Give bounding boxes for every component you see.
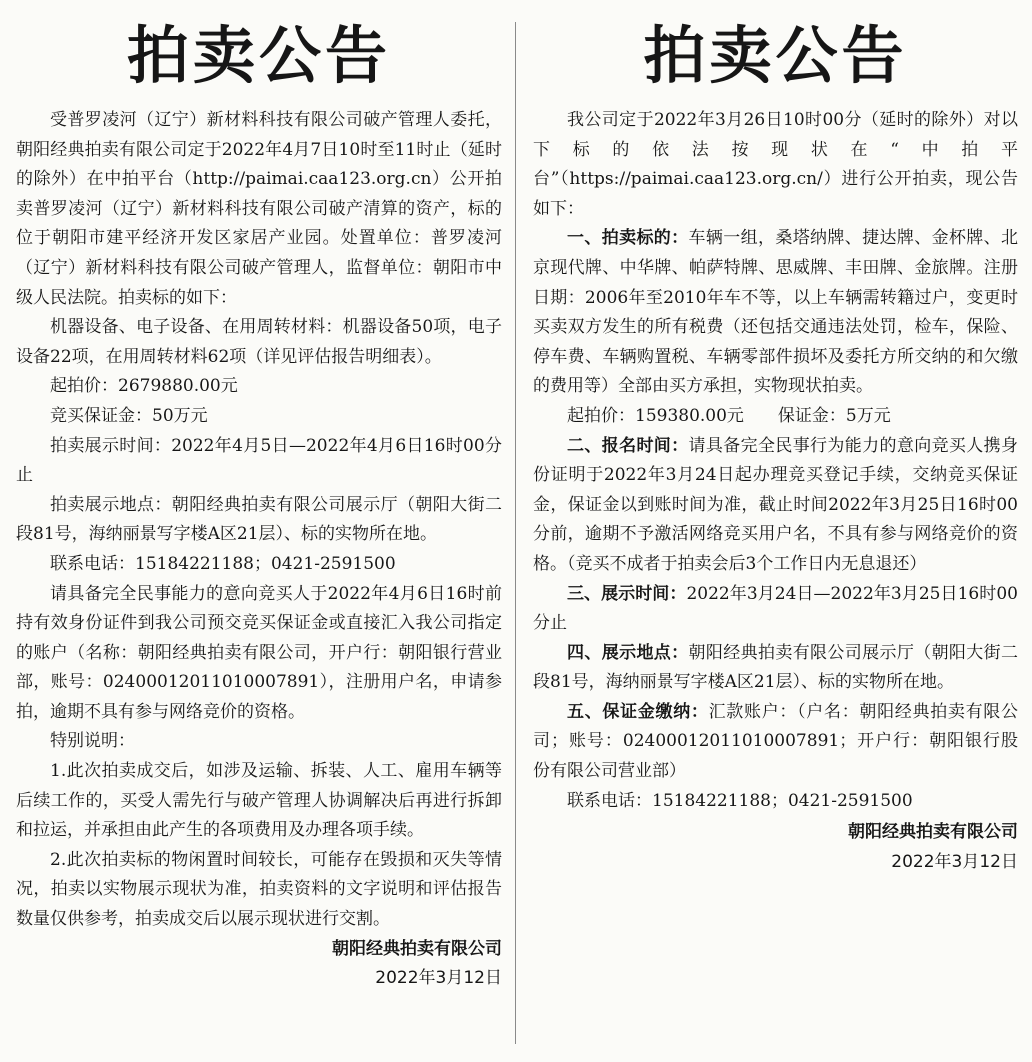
right-price-line: 起拍价：159380.00元 保证金：5万元	[567, 405, 891, 426]
right-company: 朝阳经典拍卖有限公司	[848, 822, 1018, 843]
left-note-2: 2.此次拍卖标的物闲置时间较长，可能存在毁损和灭失等情况，拍卖以实物展示现状为准，拍卖资料的文字说明和评估报告数量仅供参考，拍卖成交后以展示现状进行交割。	[16, 849, 502, 930]
left-phone: 联系电话：15184221188；0421-2591500	[50, 553, 396, 574]
left-display-place: 拍卖展示地点：朝阳经典拍卖有限公司展示厅（朝阳大街二段81号，海纳丽景写字楼A区21层）、标的实物所在地。	[16, 494, 502, 545]
section-2-label: 二、报名时间：	[567, 435, 689, 456]
right-date: 2022年3月12日	[891, 851, 1018, 872]
left-register: 请具备完全民事能力的意向竞买人于2022年4月6日16时前持有效身份证件到我公司预交竞买保证金或直接汇入我公司指定的账户（名称：朝阳经典拍卖有限公司，开户行：朝阳银行营业部，账号：02400012011010007891），注册用户名，申请参拍，逾期不具有参与网络竞价的资格。	[16, 583, 502, 722]
section-4-text: 朝阳经典拍卖有限公司展示厅（朝阳大街二段81号，海纳丽景写字楼A区21层）、标的实物所在地。	[533, 642, 1019, 693]
section-3-text: 2022年3月24日—2022年3月25日16时00分止	[533, 583, 1018, 634]
left-date: 2022年3月12日	[375, 968, 502, 989]
left-intro: 受普罗凌河（辽宁）新材料科技有限公司破产管理人委托，朝阳经典拍卖有限公司定于2022年4月7日10时至11时止（延时的除外）在中拍平台（http://paimai.caa123.org.cn）公开拍卖普罗凌河（辽宁）新材料科技有限公司破产清算的资产，标的位于朝阳市建平经济开发区家居产业园。处置单位：普罗凌河（辽宁）新材料科技有限公司破产管理人，监督单位：朝阳市中级人民法院。拍卖标的如下：	[16, 110, 502, 308]
column-divider	[515, 22, 516, 1044]
section-5-text: 汇款账户：（户名：朝阳经典拍卖有限公司；账号：02400012011010007891；开户行：朝阳银行股份有限公司营业部）	[533, 701, 1019, 782]
section-4-label: 四、展示地点：	[567, 642, 689, 663]
right-section-2	[533, 432, 1018, 580]
section-1-text: 车辆一组，桑塔纳牌、捷达牌、金杯牌、北京现代牌、中华牌、帕萨特牌、思威牌、丰田牌、金旅牌。注册日期：2006年至2010年车不等，以上车辆需转籍过户，变更时买卖双方发生的所有税费（还包括交通违法处罚，检车，保险、停车费、车辆购置税、车辆零部件损坏及委托方所交纳的和欠缴的费用等）全部由买方承担，实物现状拍卖。	[533, 228, 1019, 397]
left-note-heading: 特别说明：	[50, 731, 135, 752]
left-note-1: 1.此次拍卖成交后，如涉及运输、拆装、人工、雇用车辆等后续工作的，买受人需先行与破产管理人协调解决后再进行拆卸和拉运，并承担由此产生的各项费用及办理各项手续。	[16, 761, 502, 841]
right-section-3	[533, 580, 1018, 639]
right-section-5	[533, 698, 1018, 787]
left-start-price: 起拍价：2679880.00元	[50, 376, 238, 397]
section-5-label: 五、保证金缴纳：	[567, 701, 709, 722]
right-body	[533, 106, 1018, 816]
left-display-time: 拍卖展示时间：2022年4月5日—2022年4月6日16时00分止	[16, 435, 502, 486]
right-section-1	[533, 224, 1018, 402]
right-intro: 我公司定于2022年3月26日10时00分（延时的除外）对以下标的依法按现状在“中拍平台”（https://paimai.caa123.org.cn/）进行公开拍卖，现公告如下：	[533, 110, 1018, 219]
right-section-4	[533, 639, 1018, 698]
right-title: 拍卖公告	[643, 19, 908, 92]
right-notice	[517, 0, 1032, 1062]
left-deposit: 竞买保证金：50万元	[50, 405, 208, 426]
section-3-label: 三、展示时间：	[567, 583, 687, 604]
section-1-label: 一、拍卖标的：	[567, 228, 689, 249]
right-phone: 联系电话：15184221188；0421-2591500	[567, 790, 913, 811]
left-body	[16, 106, 502, 935]
left-title: 拍卖公告	[126, 19, 391, 92]
section-2-text: 请具备完全民事行为能力的意向竞买人携身份证明于2022年3月24日起办理竞买登记手续，交纳竞买保证金，保证金以到账时间为准，截止时间2022年3月25日16时00分前，逾期不予激活网络竞买用户名，不具有参与网络竞价的资格。（竞买不成者于拍卖会后3个工作日内无息退还）	[533, 435, 1019, 574]
left-company: 朝阳经典拍卖有限公司	[332, 938, 502, 959]
left-items: 机器设备、电子设备、在用周转材料：机器设备50项，电子设备22项，在用周转材料62项（详见评估报告明细表）。	[16, 317, 502, 367]
